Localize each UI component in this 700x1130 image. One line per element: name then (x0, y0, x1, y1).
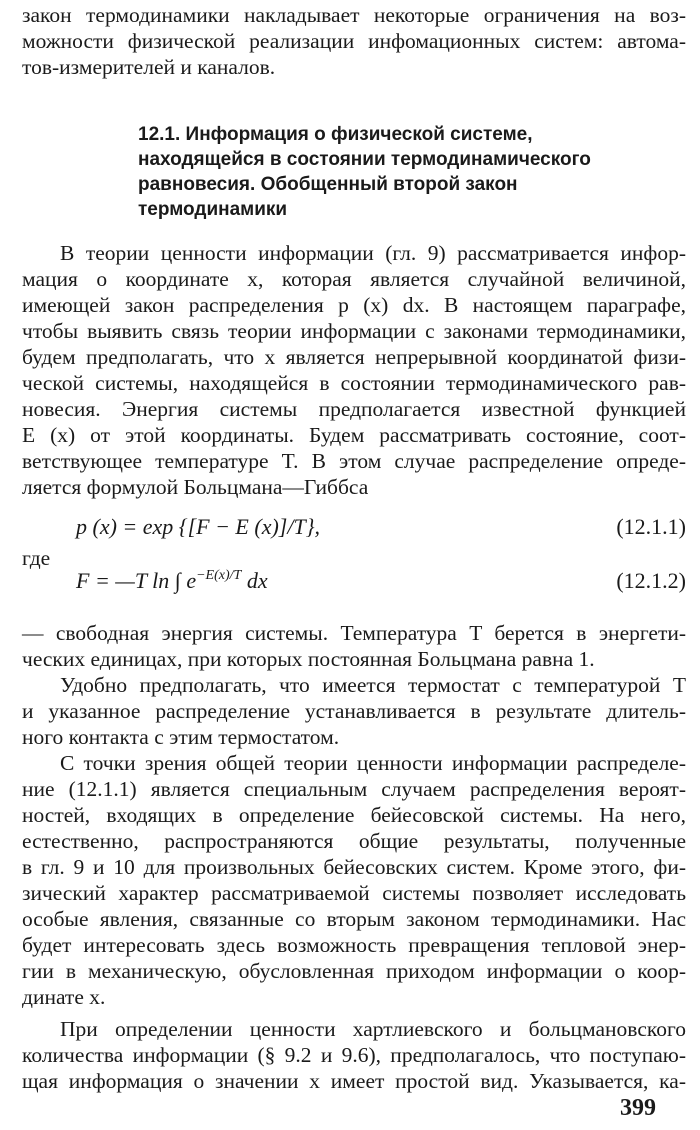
paragraph-4-line: гии в механическую, обусловленная приходом информации о коор- (22, 959, 686, 983)
paragraph-4-line: будет интересовать здесь возможность превращения тепловой энер- (22, 933, 686, 957)
equation-12-1-2-body (76, 568, 268, 594)
paragraph-1-line: новесия. Энергия системы предполагается известной функцией (22, 397, 686, 421)
paragraph-4-line: С точки зрения общей теории ценности информации распределе- (60, 751, 686, 775)
paragraph-3-line: и указанное распределение устанавливается в результате длитель- (22, 699, 686, 723)
paragraph-2-line: ческих единицах, при которых постоянная Больцмана равна 1. (22, 647, 595, 671)
section-title-part: Информация о физической системе, (185, 124, 533, 145)
intro-line: тов-измерителей и каналов. (22, 55, 276, 79)
paragraph-1-line: ветствующее температуре T. В этом случае распределение опреде- (22, 449, 686, 473)
paragraph-1-line: E (x) от этой координаты. Будем рассматривать состояние, соот- (22, 423, 686, 447)
intro-line: можности физической реализации инфомационных систем: автома- (22, 29, 686, 53)
section-heading-line-3: равновесия. Обобщенный второй закон (138, 174, 518, 195)
paragraph-4-line: в гл. 9 и 10 для произвольных бейесовских систем. Кроме этого, фи- (22, 855, 686, 879)
paragraph-4-line: ние (12.1.1) является специальным случаем распределения вероят- (22, 777, 686, 801)
paragraph-4-line: особые явления, связанные со вторым законом термодинамики. Нас (22, 907, 686, 931)
intro-line: закон термодинамики накладывает некоторые ограничения на воз- (22, 3, 686, 27)
paragraph-3-line: ного контакта с этим термостатом. (22, 725, 340, 749)
paragraph-5-line: щая информация о значении x имеет простой вид. Указывается, ка- (22, 1069, 686, 1093)
paragraph-1-line: В теории ценности информации (гл. 9) рассматривается инфор- (60, 241, 686, 265)
equation-12-1-2-exponent: −E(x)/T (196, 568, 242, 583)
paragraph-5-line: количества информации (§ 9.2 и 9.6), предполагалось, что поступаю- (22, 1043, 686, 1067)
equation-12-1-2-number: (12.1.2) (616, 568, 686, 593)
paragraph-2-line: — свободная энергия системы. Температура T берется в энергети- (22, 621, 686, 645)
paragraph-4-line: динате x. (22, 985, 106, 1009)
equation-12-1-1-number: (12.1.1) (616, 514, 686, 539)
paragraph-4-line: естественно, распространяются общие результаты, полученные (22, 829, 686, 853)
paragraph-3-line: Удобно предполагать, что имеется термостат с температурой T (60, 673, 686, 697)
equation-12-1-1-body: p (x) = exp {[F − E (x)]/T}, (76, 514, 320, 539)
section-heading-line-4: термодинамики (138, 199, 288, 220)
page-number: 399 (620, 1095, 656, 1121)
paragraph-1-line: ляется формулой Больцмана—Гиббса (22, 475, 369, 499)
equation-12-1-2-lhs: F = —T ln ∫ e (76, 568, 197, 593)
paragraph-4-line: ностей, входящих в определение бейесовской системы. На него, (22, 803, 686, 827)
paragraph-1-line: чтобы выявить связь теории информации с законами термодинамики, (22, 319, 686, 343)
section-number: 12.1. (138, 124, 181, 145)
paragraph-1-line: ческой системы, находящейся в состоянии термодинамического рав- (22, 371, 686, 395)
paragraph-5-line: При определении ценности хартлиевского и больцмановского (60, 1017, 686, 1041)
paragraph-1-line: мация о координате x, которая является случайной величиной, (22, 267, 686, 291)
section-heading-line-1 (138, 122, 533, 147)
section-heading-line-2: находящейся в состоянии термодинамического (138, 149, 591, 170)
equation-12-1-1 (22, 514, 686, 548)
equation-12-1-2-tail: dx (241, 568, 268, 593)
paragraph-1-line: имеющей закон распределения p (x) dx. В настоящем параграфе, (22, 293, 686, 317)
paragraph-4-line: зический характер рассматриваемой системы позволяет исследовать (22, 881, 686, 905)
paragraph-1-line: будем предполагать, что x является непрерывной координатой физи- (22, 345, 686, 369)
where-word: где (22, 546, 51, 570)
equation-12-1-2 (22, 568, 686, 602)
